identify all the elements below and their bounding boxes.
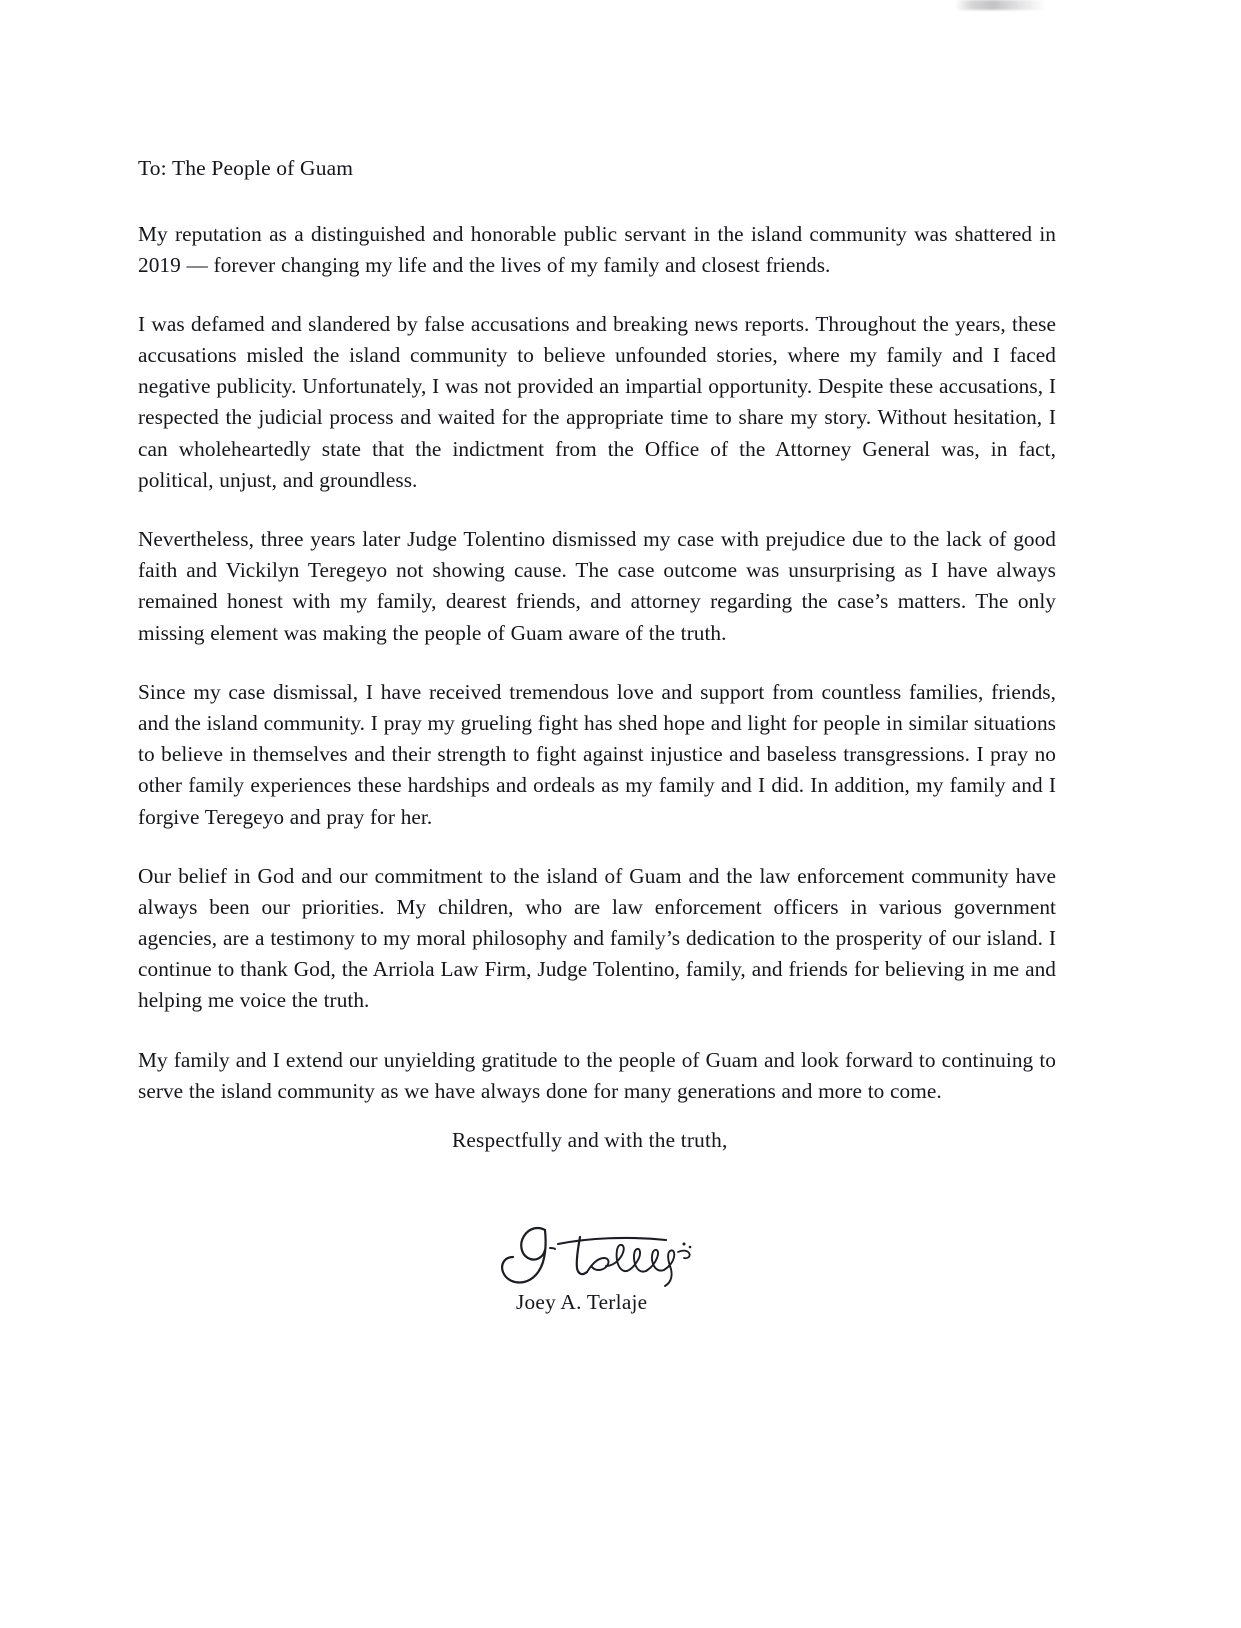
scan-artifact <box>955 0 1045 10</box>
letter-body <box>138 155 1056 1107</box>
letter-salutation: To: The People of Guam <box>138 156 354 180</box>
letter-paragraph-4: Since my case dismissal, I have received tremendous love and support from countless families, friends, and the island community. I pray my grueling fight has shed hope and light for people in similar situations to believe in themselves and their strength to fight against injustice and baseless transgressions. I pray no other family experiences these hardships and ordeals as my family and I did. In addition, my family and I forgive Teregeyo and pray for her. <box>138 679 1056 829</box>
letter-paragraph-6: My family and I extend our unyielding gratitude to the people of Guam and look forward to continuing to serve the island community as we have always done for many generations and more to come. <box>138 1047 1056 1103</box>
letter-paragraph-5: Our belief in God and our commitment to the island of Guam and the law enforcement community have always been our priorities. My children, who are law enforcement officers in various government agencies, are a testimony to my moral philosophy and family’s dedication to the prosperity of our island. I continue to thank God, the Arriola Law Firm, Judge Tolentino, family, and friends for believing in me and helping me voice the truth. <box>138 863 1056 1013</box>
letter-paragraph-2: I was defamed and slandered by false accusations and breaking news reports. Throughout the years, these accusations misled the island community to believe unfounded stories, where my family and I faced negative publicity. Unfortunately, I was not provided an impartial opportunity. Despite these accusations, I respected the judicial process and waited for the appropriate time to share my story. Without hesitation, I can wholeheartedly state that the indictment from the Office of the Attorney General was, in fact, political, unjust, and groundless. <box>138 311 1056 492</box>
signature-zone <box>488 1222 908 1332</box>
closing-salutation: Respectfully and with the truth, <box>452 1128 728 1152</box>
letter-paragraph-3: Nevertheless, three years later Judge Tolentino dismissed my case with prejudice due to the lack of good faith and Vickilyn Teregeyo not showing cause. The case outcome was unsurprising as I have always remained honest with my family, dearest friends, and attorney regarding the case’s matters. The only missing element was making the people of Guam aware of the truth. <box>138 527 1056 645</box>
letter-paragraph-1: My reputation as a distinguished and honorable public servant in the island community was shattered in 2019 — forever changing my life and the lives of my family and closest friends. <box>138 221 1056 277</box>
letter-closing-block <box>452 1127 1012 1155</box>
signer-printed-name: Joey A. Terlaje <box>516 1290 648 1314</box>
